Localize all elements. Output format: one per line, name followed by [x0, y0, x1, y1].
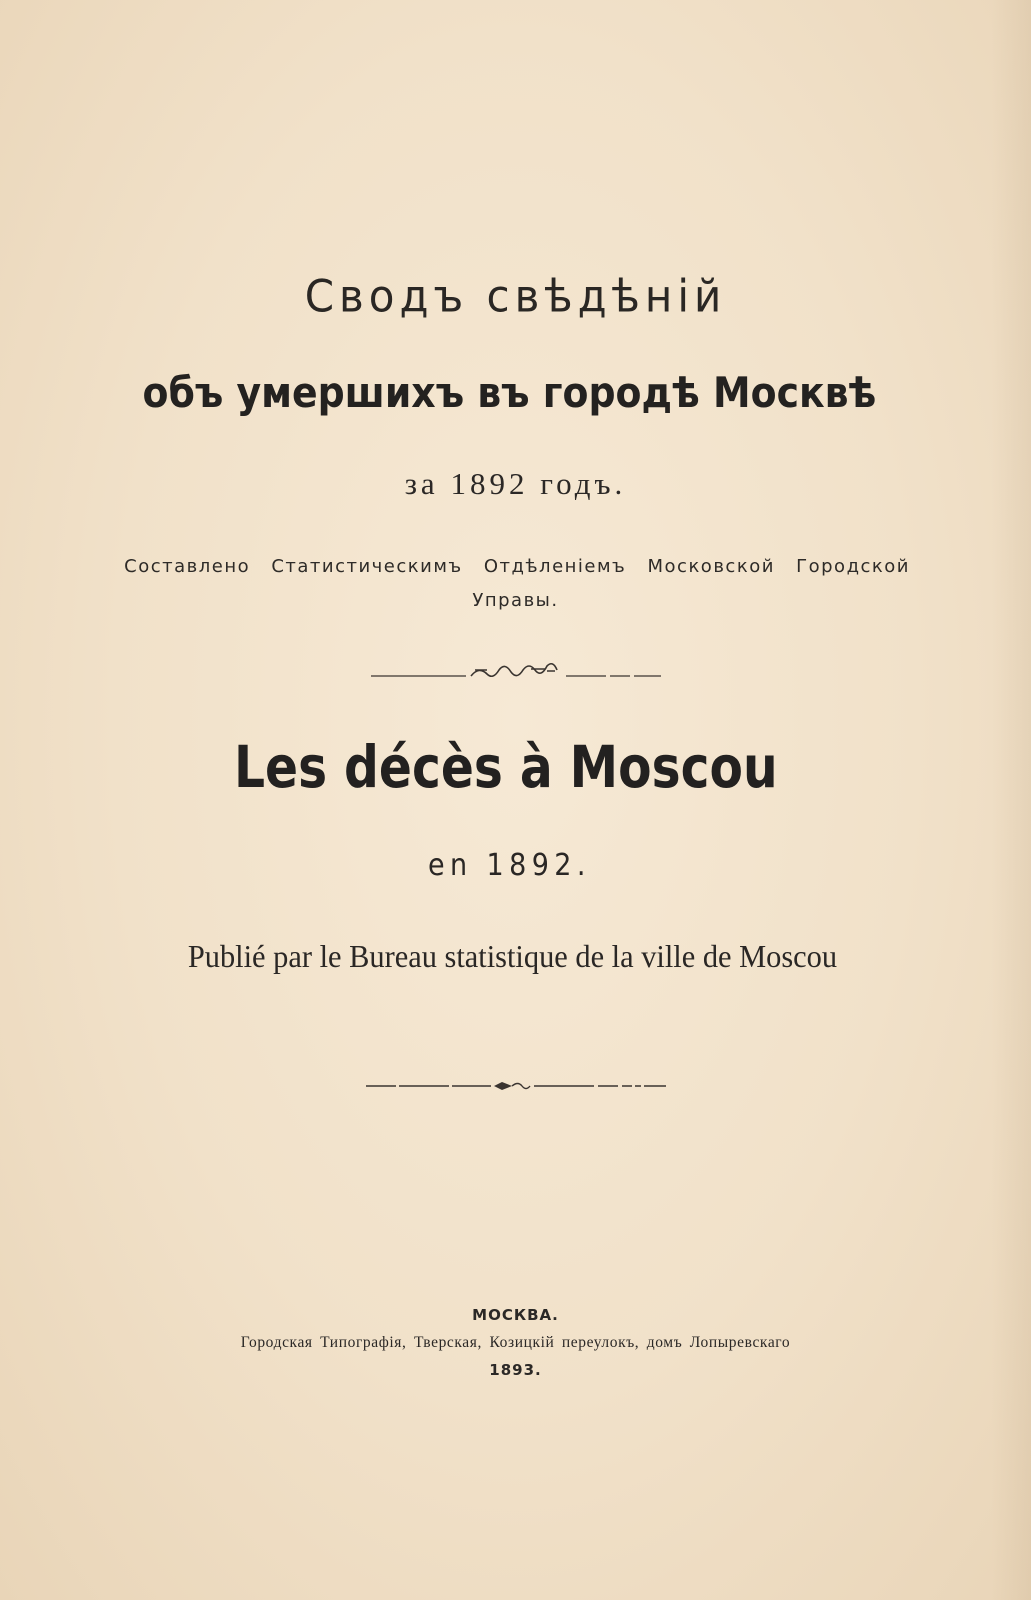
ornament-rule-icon [366, 1078, 666, 1094]
page-fold-shadow [991, 0, 1031, 1600]
ornament-rule-icon [371, 662, 661, 682]
ru-title-line-3: за 1892 годъ. [404, 466, 627, 501]
ru-title-line-1: Сводъ свѣдѣній [304, 270, 727, 323]
imprint-city: МОСКВА. [472, 1306, 559, 1324]
fr-title: Les décès à Moscou [233, 733, 778, 801]
imprint-press: Городская Типографія, Тверская, Козицкій переулокъ, домъ Лопыревскаго [240, 1334, 791, 1351]
fr-publisher: Publié par le Bureau statistique de la ville de Moscou [187, 938, 838, 974]
imprint-year: 1893. [489, 1361, 542, 1379]
fr-year: en 1892. [428, 848, 591, 883]
ru-compiled-by-line-2: Управы. [472, 590, 559, 611]
ru-compiled-by-line-1: Составлено Статистическимъ Отдѣленіемъ Московской Городской [124, 556, 910, 577]
ornament-divider-bottom [0, 1078, 1031, 1098]
ru-title-line-2: объ умершихъ въ городѣ Москвѣ [142, 368, 877, 417]
ornament-divider-top [0, 662, 1031, 682]
